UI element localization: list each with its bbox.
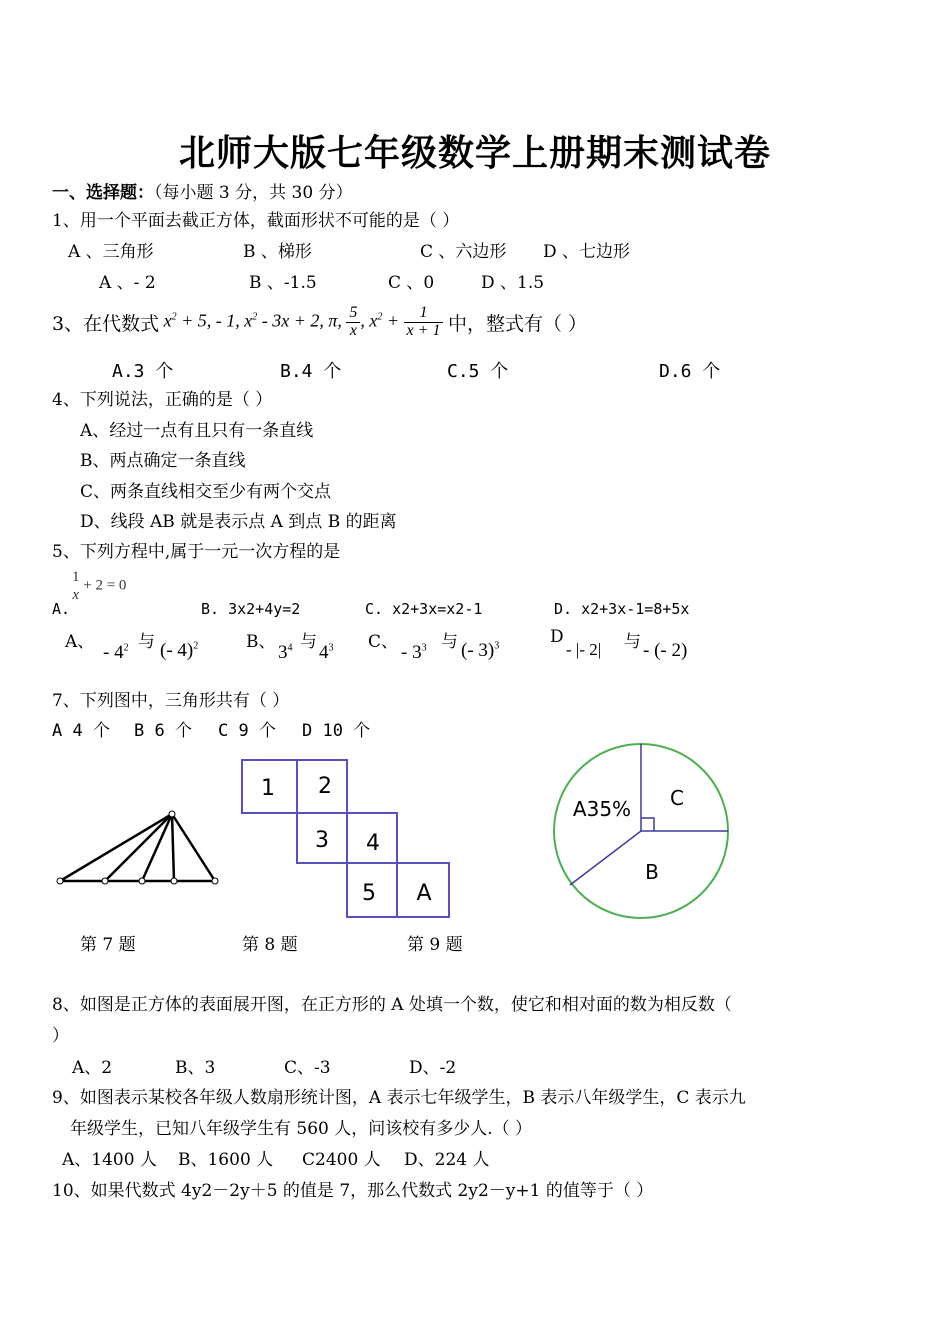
q9-option-d: D、224 人 bbox=[404, 1150, 490, 1170]
q6-c-yu: 与 bbox=[441, 632, 458, 652]
net-cell-a: A bbox=[416, 881, 432, 906]
net-cell-5: 5 bbox=[362, 881, 376, 906]
figure-9-pie-chart bbox=[548, 740, 738, 925]
q3-prefix: 3、在代数式 bbox=[52, 312, 160, 335]
q1-stem: 1、用一个平面去截正方体，截面形状不可能的是（ ） bbox=[52, 211, 460, 231]
pie-label-c: C bbox=[670, 786, 684, 810]
q4-option-d: D、线段 AB 就是表示点 A 到点 B 的距离 bbox=[80, 512, 397, 532]
q6-a-right: (- 4)$^2$ bbox=[160, 640, 199, 661]
q5-option-a-label: A. bbox=[52, 600, 71, 618]
section-label: 一、选择题： bbox=[52, 183, 154, 203]
net-cell-2: 2 bbox=[318, 774, 332, 799]
q6-b-right: $4^3$ bbox=[319, 642, 334, 663]
q9-option-c: C2400 人 bbox=[302, 1150, 381, 1170]
q3-option-d: D.6 个 bbox=[659, 361, 721, 382]
q6-d-yu: 与 bbox=[624, 632, 641, 652]
q1-option-b: B 、梯形 bbox=[243, 242, 312, 262]
net-cell-3: 3 bbox=[315, 828, 329, 853]
q8-option-d: D、-2 bbox=[409, 1058, 457, 1078]
q10-stem: 10、如果代数式 4y2－2y＋5 的值是 7，那么代数式 2y2－y+1 的值等于（ ） bbox=[52, 1181, 654, 1201]
q2-option-d: D 、1.5 bbox=[481, 273, 545, 293]
q4-option-b: B、两点确定一条直线 bbox=[80, 451, 246, 471]
q6-c-right: (- 3)$^3$ bbox=[461, 640, 500, 661]
q5-stem: 5、下列方程中,属于一元一次方程的是 bbox=[52, 542, 341, 562]
figure-8-cube-net bbox=[238, 757, 458, 922]
q3-option-a: A.3 个 bbox=[112, 361, 174, 382]
q5-option-b: B. 3x2+4y=2 bbox=[201, 600, 301, 618]
q8-option-a: A、2 bbox=[72, 1058, 113, 1078]
q7-option-b: B 6 个 bbox=[134, 721, 192, 741]
q6-option-a bbox=[65, 627, 94, 652]
q9-stem: 9、如图表示某校各年级人数扇形统计图，A 表示七年级学生，B 表示八年级学生，C 表示九 bbox=[52, 1088, 746, 1108]
q2-option-c: C 、0 bbox=[388, 273, 435, 293]
q8-option-c: C、-3 bbox=[284, 1058, 331, 1078]
q3-suffix: 中，整式有（ ） bbox=[447, 312, 587, 335]
q6-d-left: - |- 2| bbox=[566, 640, 602, 659]
figure-7-triangles bbox=[50, 800, 230, 890]
q9-option-a: A、1400 人 bbox=[62, 1150, 157, 1170]
q6-b-yu: 与 bbox=[300, 632, 317, 652]
q1-option-d: D 、七边形 bbox=[543, 242, 631, 262]
q5-option-c: C. x2+3x=x2-1 bbox=[365, 600, 483, 618]
caption-fig-7: 第 7 题 bbox=[80, 935, 136, 955]
pie-label-a: A35% bbox=[572, 797, 632, 821]
q3-option-c: C.5 个 bbox=[447, 361, 509, 382]
q6-label-c: C、 bbox=[368, 632, 399, 652]
q6-label-b: B、 bbox=[246, 632, 276, 652]
q1-option-a: A 、三角形 bbox=[68, 242, 154, 262]
q4-option-c: C、两条直线相交至少有两个交点 bbox=[80, 482, 332, 502]
q3-expression: $x^2 + 5$, - 1, $x^2 - 3x + 2$, π, $\frac{5}{x}$ , $x^2$ + $\frac{1}{x + 1}$ bbox=[159, 305, 448, 340]
q2-option-b: B 、-1.5 bbox=[249, 273, 317, 293]
q9-option-b: B、1600 人 bbox=[178, 1150, 274, 1170]
q5-option-d: D. x2+3x-1=8+5x bbox=[554, 600, 690, 618]
q7-option-d: D 10 个 bbox=[302, 721, 371, 741]
q4-option-a: A、经过一点有且只有一条直线 bbox=[80, 421, 314, 441]
q6-label-a: A、 bbox=[65, 632, 95, 652]
q8-option-b: B、3 bbox=[175, 1058, 216, 1078]
q6-a-left: - $4^2$ bbox=[103, 642, 129, 663]
pie-label-b: B bbox=[645, 860, 659, 884]
q6-c-left: - $3^3$ bbox=[401, 642, 427, 663]
net-cell-1: 1 bbox=[261, 776, 275, 801]
caption-fig-9: 第 9 题 bbox=[407, 935, 463, 955]
q6-b-left: $3^4$ bbox=[278, 642, 293, 663]
page-title: 北师大版七年级数学上册期末测试卷 bbox=[178, 133, 771, 174]
caption-fig-8: 第 8 题 bbox=[242, 935, 298, 955]
q2-option-a: A 、- 2 bbox=[99, 273, 156, 293]
q4-stem: 4、下列说法，正确的是（ ） bbox=[52, 390, 273, 410]
section-heading bbox=[52, 178, 353, 203]
q9-stem-cont: 年级学生，已知八年级学生有 560 人，问该校有多少人.（ ） bbox=[70, 1119, 533, 1139]
q8-stem-cont: ） bbox=[52, 1026, 69, 1046]
q5-option-a-expression: 1 x + 2 = 0 bbox=[72, 569, 127, 603]
q6-d-right: - (- 2) bbox=[643, 640, 688, 661]
section-note: （每小题 3 分，共 30 分） bbox=[154, 183, 353, 203]
q3-stem bbox=[52, 296, 587, 348]
q3-option-b: B.4 个 bbox=[280, 361, 342, 382]
q7-option-c: C 9 个 bbox=[218, 721, 276, 741]
q7-stem: 7、下列图中，三角形共有（ ） bbox=[52, 691, 290, 711]
q1-option-c: C 、六边形 bbox=[420, 242, 507, 262]
q6-label-d: D bbox=[550, 627, 564, 647]
q8-stem: 8、如图是正方体的表面展开图，在正方形的 A 处填一个数，使它和相对面的数为相反数（ bbox=[52, 995, 732, 1015]
net-cell-4: 4 bbox=[366, 831, 380, 856]
q7-option-a: A 4 个 bbox=[52, 721, 110, 741]
q6-a-yu: 与 bbox=[138, 632, 155, 652]
